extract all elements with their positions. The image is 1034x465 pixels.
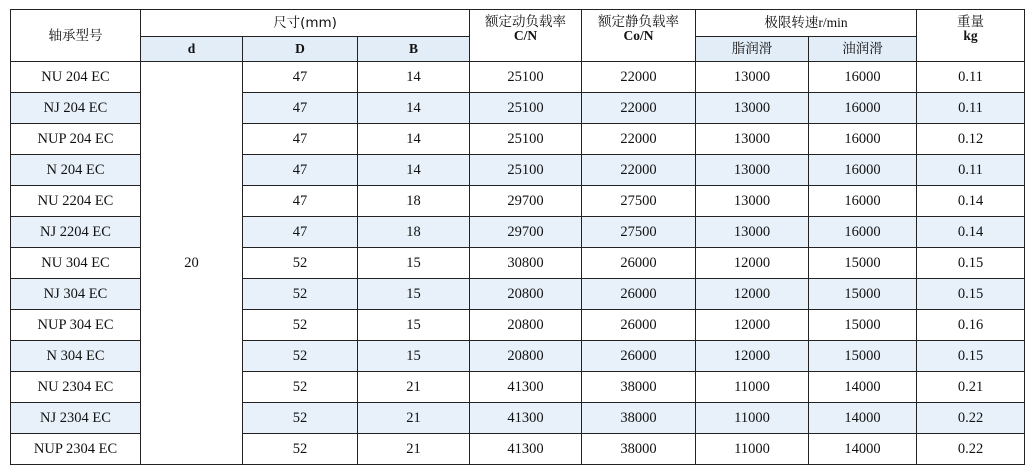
cell-speed-oil: 14000 — [809, 434, 917, 465]
cell-weight: 0.11 — [917, 62, 1025, 93]
header-weight-unit: kg — [963, 28, 978, 43]
cell-weight: 0.11 — [917, 155, 1025, 186]
cell-d: 20 — [141, 62, 243, 465]
cell-speed-grease: 11000 — [696, 434, 809, 465]
cell-dynamic-load: 41300 — [470, 403, 582, 434]
cell-model: NU 2304 EC — [11, 372, 141, 403]
cell-speed-grease: 13000 — [696, 124, 809, 155]
cell-static-load: 22000 — [582, 93, 696, 124]
cell-speed-grease: 12000 — [696, 341, 809, 372]
cell-weight: 0.15 — [917, 248, 1025, 279]
header-static-load — [582, 10, 696, 62]
cell-D: 47 — [243, 93, 358, 124]
cell-dynamic-load: 25100 — [470, 155, 582, 186]
cell-B: 15 — [358, 248, 470, 279]
cell-static-load: 27500 — [582, 186, 696, 217]
header-speed-group — [696, 10, 917, 37]
cell-model: NU 2204 EC — [11, 186, 141, 217]
header-weight-label: 重量 — [957, 14, 985, 30]
cell-speed-oil: 14000 — [809, 403, 917, 434]
cell-B: 21 — [358, 372, 470, 403]
table-row — [11, 62, 1025, 93]
cell-dynamic-load: 41300 — [470, 434, 582, 465]
cell-B: 14 — [358, 93, 470, 124]
cell-model: N 204 EC — [11, 155, 141, 186]
cell-speed-grease: 13000 — [696, 93, 809, 124]
cell-B: 14 — [358, 155, 470, 186]
cell-speed-oil: 16000 — [809, 124, 917, 155]
header-static-load-unit: Co/N — [623, 28, 654, 43]
cell-static-load: 26000 — [582, 341, 696, 372]
cell-speed-grease: 12000 — [696, 310, 809, 341]
cell-speed-oil: 16000 — [809, 186, 917, 217]
cell-B: 18 — [358, 186, 470, 217]
cell-B: 15 — [358, 279, 470, 310]
cell-speed-grease: 13000 — [696, 62, 809, 93]
cell-speed-oil: 15000 — [809, 248, 917, 279]
header-dynamic-load — [470, 10, 582, 62]
cell-static-load: 38000 — [582, 434, 696, 465]
header-size-d: d — [141, 37, 243, 62]
cell-model: NJ 2204 EC — [11, 217, 141, 248]
cell-dynamic-load: 20800 — [470, 310, 582, 341]
bearing-spec-table — [10, 9, 1025, 465]
cell-model: NJ 304 EC — [11, 279, 141, 310]
cell-dynamic-load: 20800 — [470, 279, 582, 310]
cell-weight: 0.22 — [917, 403, 1025, 434]
header-model: 轴承型号 — [11, 10, 141, 62]
cell-model: NUP 204 EC — [11, 124, 141, 155]
header-dynamic-load-label: 额定动负载率 — [485, 14, 567, 30]
cell-B: 14 — [358, 124, 470, 155]
cell-weight: 0.22 — [917, 434, 1025, 465]
cell-static-load: 38000 — [582, 403, 696, 434]
cell-speed-grease: 13000 — [696, 186, 809, 217]
cell-dynamic-load: 29700 — [470, 186, 582, 217]
cell-weight: 0.12 — [917, 124, 1025, 155]
cell-static-load: 27500 — [582, 217, 696, 248]
header-size-B: B — [358, 37, 470, 62]
header-dynamic-load-unit: C/N — [513, 28, 538, 43]
cell-weight: 0.16 — [917, 310, 1025, 341]
table-body — [11, 62, 1025, 465]
cell-static-load: 22000 — [582, 124, 696, 155]
cell-D: 47 — [243, 124, 358, 155]
cell-speed-oil: 14000 — [809, 372, 917, 403]
cell-B: 15 — [358, 310, 470, 341]
cell-D: 47 — [243, 62, 358, 93]
cell-D: 47 — [243, 186, 358, 217]
cell-speed-grease: 12000 — [696, 248, 809, 279]
cell-weight: 0.15 — [917, 279, 1025, 310]
cell-model: NUP 2304 EC — [11, 434, 141, 465]
cell-weight: 0.14 — [917, 217, 1025, 248]
cell-model: NJ 204 EC — [11, 93, 141, 124]
cell-D: 52 — [243, 279, 358, 310]
cell-speed-oil: 15000 — [809, 341, 917, 372]
header-speed-oil: 油润滑 — [809, 37, 917, 62]
cell-weight: 0.21 — [917, 372, 1025, 403]
cell-speed-oil: 15000 — [809, 279, 917, 310]
cell-speed-oil: 15000 — [809, 310, 917, 341]
cell-static-load: 22000 — [582, 155, 696, 186]
cell-D: 47 — [243, 155, 358, 186]
cell-model: NU 204 EC — [11, 62, 141, 93]
cell-B: 15 — [358, 341, 470, 372]
cell-speed-grease: 11000 — [696, 403, 809, 434]
cell-D: 47 — [243, 217, 358, 248]
header-size-group: 尺寸(mm) — [141, 10, 470, 37]
cell-weight: 0.14 — [917, 186, 1025, 217]
cell-model: N 304 EC — [11, 341, 141, 372]
cell-speed-oil: 16000 — [809, 155, 917, 186]
cell-static-load: 26000 — [582, 310, 696, 341]
header-weight — [917, 10, 1025, 62]
cell-speed-grease: 12000 — [696, 279, 809, 310]
cell-B: 14 — [358, 62, 470, 93]
cell-dynamic-load: 25100 — [470, 124, 582, 155]
cell-model: NU 304 EC — [11, 248, 141, 279]
cell-D: 52 — [243, 434, 358, 465]
cell-dynamic-load: 25100 — [470, 62, 582, 93]
cell-speed-oil: 16000 — [809, 93, 917, 124]
header-static-load-label: 额定静负载率 — [598, 14, 680, 30]
header-speed-group-unit: r/min — [818, 15, 848, 30]
cell-D: 52 — [243, 372, 358, 403]
cell-weight: 0.15 — [917, 341, 1025, 372]
header-speed-grease: 脂润滑 — [696, 37, 809, 62]
cell-speed-oil: 16000 — [809, 62, 917, 93]
cell-speed-grease: 11000 — [696, 372, 809, 403]
header-size-D: D — [243, 37, 358, 62]
cell-dynamic-load: 25100 — [470, 93, 582, 124]
cell-static-load: 26000 — [582, 248, 696, 279]
cell-dynamic-load: 30800 — [470, 248, 582, 279]
cell-B: 18 — [358, 217, 470, 248]
cell-dynamic-load: 29700 — [470, 217, 582, 248]
cell-B: 21 — [358, 434, 470, 465]
cell-D: 52 — [243, 248, 358, 279]
cell-weight: 0.11 — [917, 93, 1025, 124]
cell-D: 52 — [243, 403, 358, 434]
cell-static-load: 38000 — [582, 372, 696, 403]
cell-model: NUP 304 EC — [11, 310, 141, 341]
cell-static-load: 22000 — [582, 62, 696, 93]
cell-D: 52 — [243, 341, 358, 372]
cell-speed-oil: 16000 — [809, 217, 917, 248]
cell-speed-grease: 13000 — [696, 155, 809, 186]
cell-dynamic-load: 41300 — [470, 372, 582, 403]
table-header — [11, 10, 1025, 62]
cell-B: 21 — [358, 403, 470, 434]
cell-D: 52 — [243, 310, 358, 341]
cell-dynamic-load: 20800 — [470, 341, 582, 372]
bearing-spec-table-container — [10, 9, 1024, 465]
header-speed-group-label: 极限转速 — [764, 15, 819, 31]
cell-static-load: 26000 — [582, 279, 696, 310]
cell-speed-grease: 13000 — [696, 217, 809, 248]
cell-model: NJ 2304 EC — [11, 403, 141, 434]
